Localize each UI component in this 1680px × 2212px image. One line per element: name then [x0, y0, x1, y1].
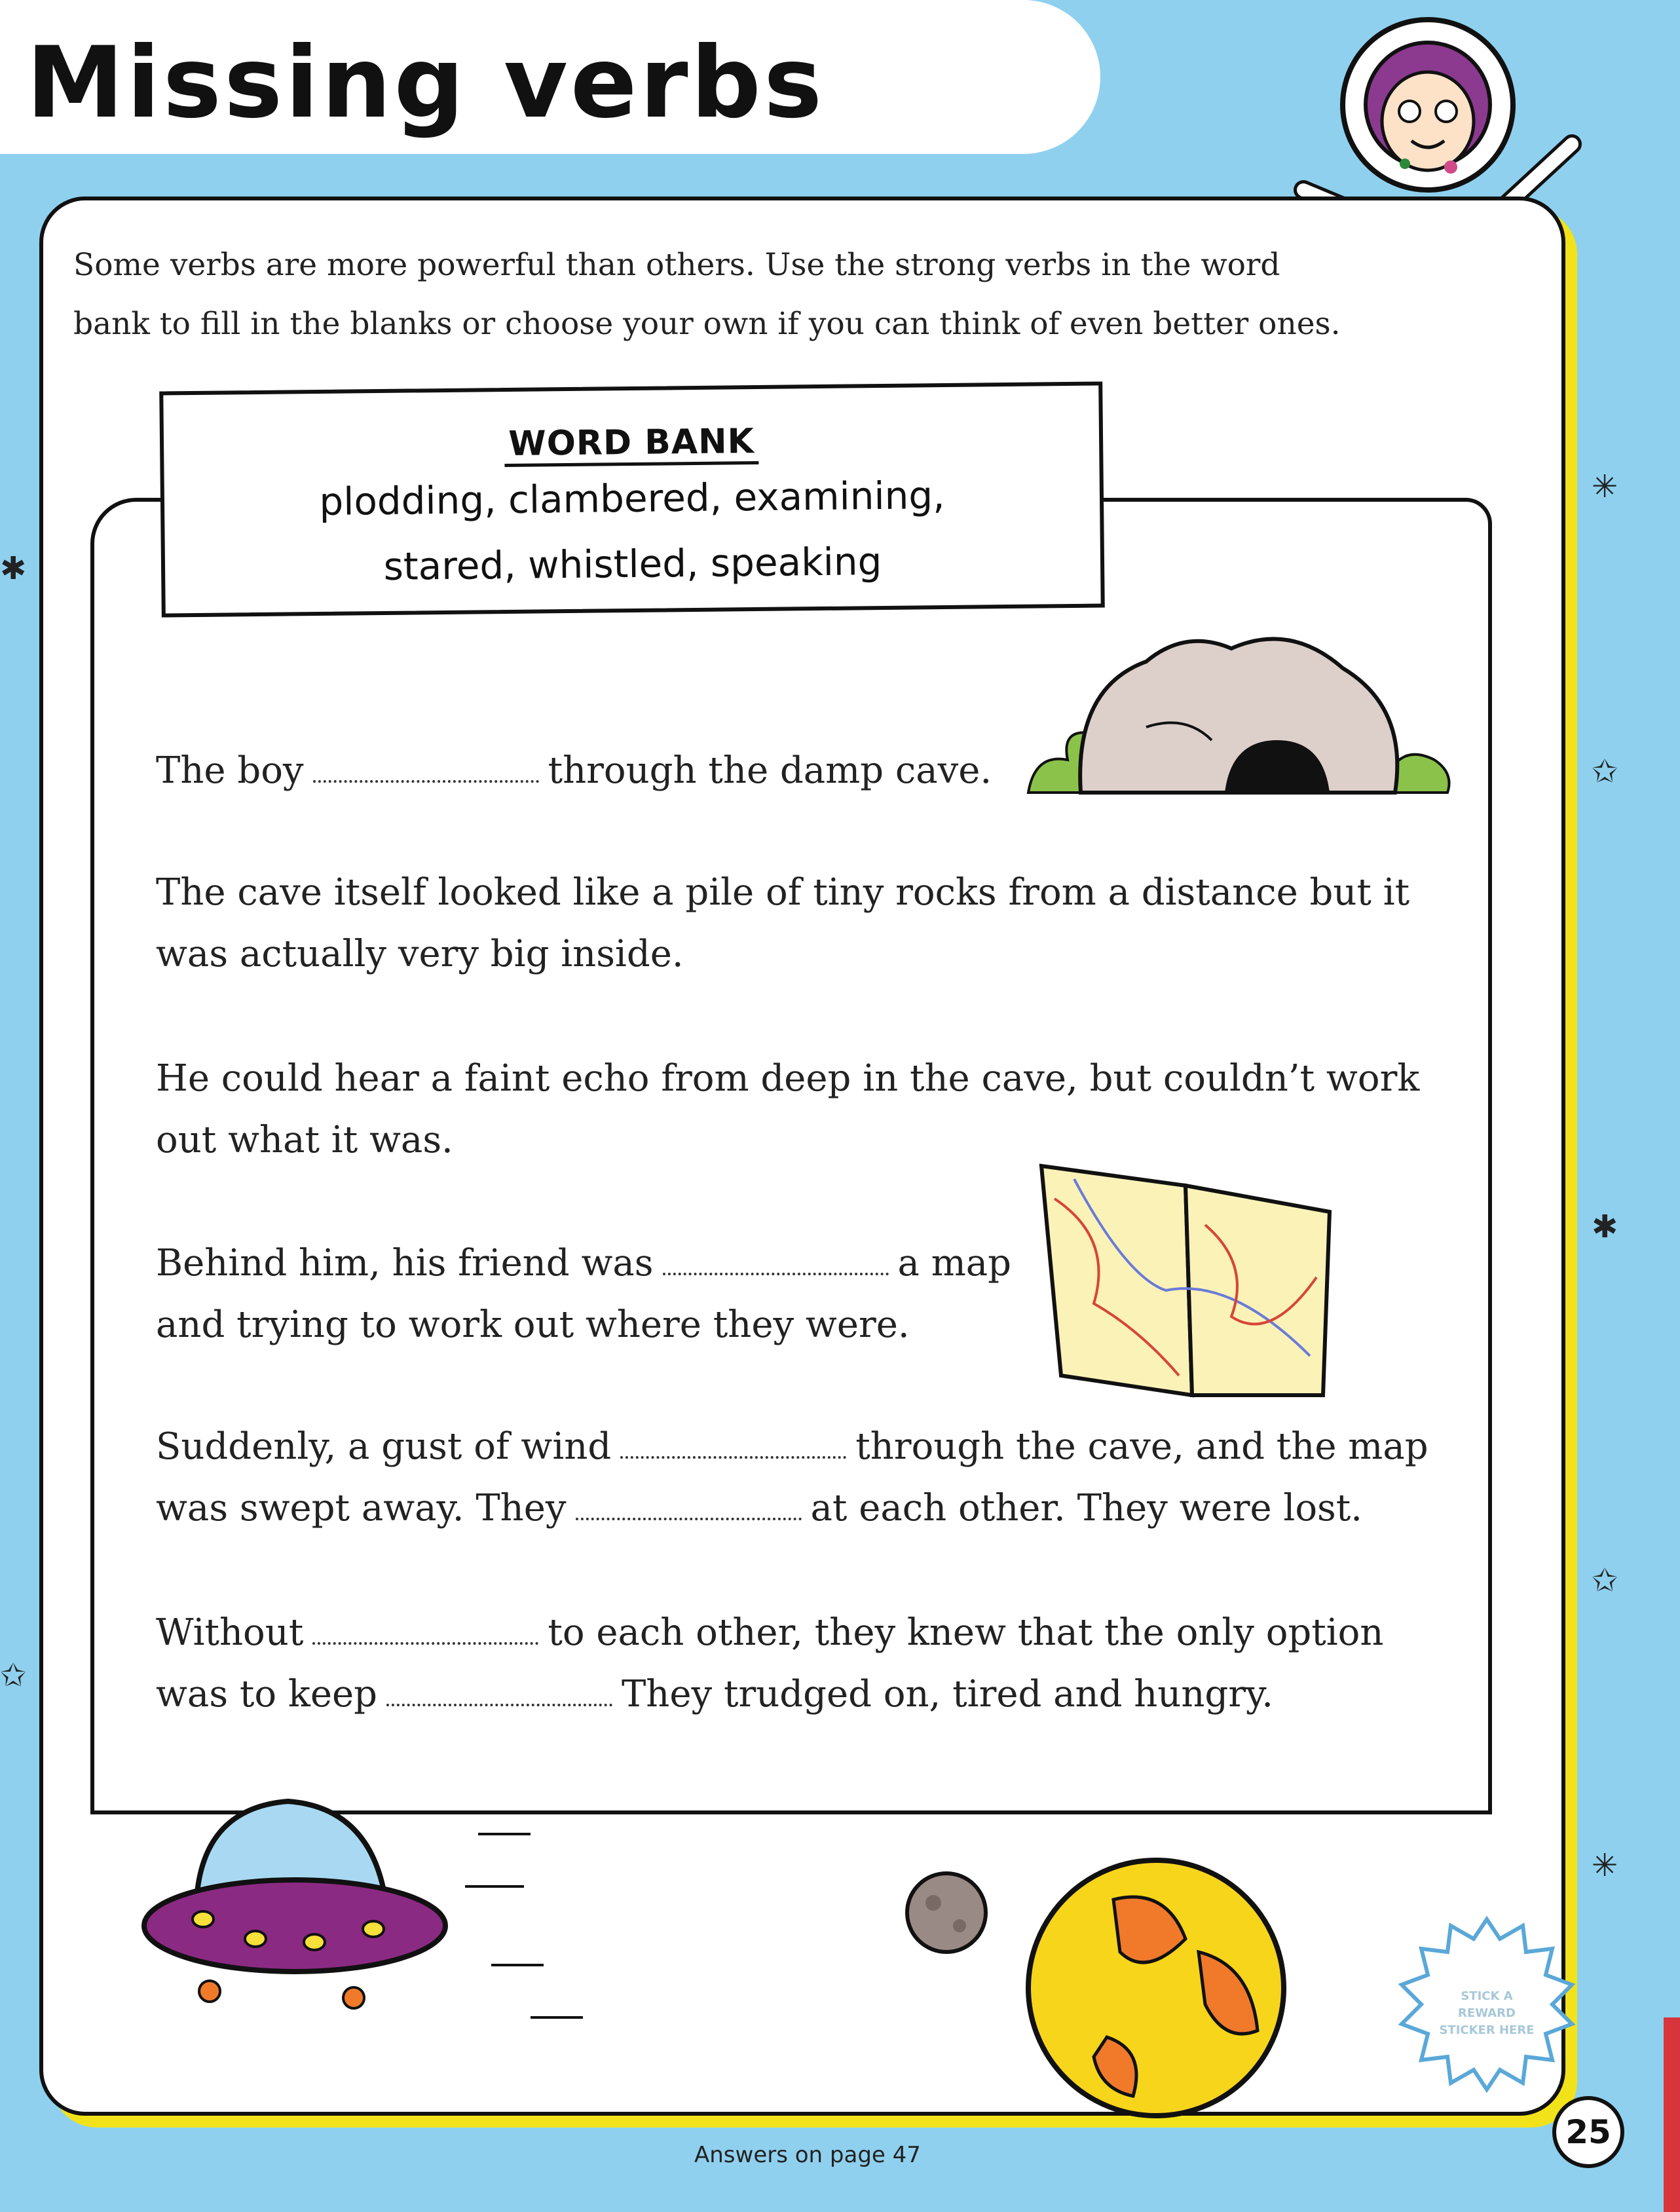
instructions-text: Some verbs are more powerful than others. Use the strong verbs in the word bank to fill in the blanks or choose your own if you can think of even better ones. — [73, 247, 1341, 342]
star-icon: ✳ — [1592, 1847, 1618, 1884]
answer-blank[interactable] — [386, 1691, 612, 1706]
star-icon: ✳ — [1592, 468, 1618, 505]
sentence-5 — [156, 1416, 1428, 1539]
sentence-text: The boy — [156, 749, 304, 792]
sentence-text: through the cave, and the map — [855, 1425, 1428, 1468]
answer-blank[interactable] — [576, 1505, 802, 1520]
sentence-text: was to keep — [156, 1673, 377, 1715]
sentence-text: and trying to work out where they were. — [156, 1303, 910, 1346]
sentence-text: to each other, they knew that the only option — [548, 1611, 1384, 1654]
sentence-text: was actually very big inside. — [156, 933, 684, 975]
star-icon: ✩ — [1592, 1562, 1618, 1599]
star-icon: ✱ — [0, 550, 27, 587]
word-bank — [159, 381, 1105, 617]
star-icon: ✩ — [0, 1657, 27, 1694]
word-bank-line: plodding, clambered, examining, — [319, 473, 945, 524]
word-bank-heading: WORD BANK — [504, 422, 758, 467]
sentence-text: The cave itself looked like a pile of tiny rocks from a distance but it — [156, 871, 1410, 914]
page-number: 25 — [1552, 2096, 1624, 2168]
sentence-text: at each other. They were lost. — [810, 1487, 1363, 1529]
sentence-text: was swept away. They — [156, 1487, 567, 1529]
sentence-1 — [156, 740, 992, 802]
word-bank-line: stared, whistled, speaking — [383, 539, 882, 589]
sticker-label: STICK A REWARD STICKER HERE — [1439, 1989, 1535, 2037]
sentence-text: Without — [156, 1611, 304, 1654]
answer-blank[interactable] — [663, 1260, 889, 1275]
moon-illustration — [897, 1860, 996, 1965]
sentence-4 — [156, 1233, 1011, 1356]
sentence-2 — [156, 862, 1409, 985]
answers-reference: Answers on page 47 — [694, 2142, 921, 2168]
planet-illustration — [1015, 1847, 1297, 2129]
star-icon: ✩ — [1592, 753, 1618, 790]
cave-illustration — [1015, 609, 1461, 806]
star-icon: ✱ — [1592, 1209, 1618, 1245]
answer-blank[interactable] — [313, 767, 539, 783]
ufo-illustration — [138, 1769, 609, 2044]
edge-strip — [1664, 2017, 1680, 2212]
sentence-text: a map — [897, 1242, 1012, 1284]
sentence-text: Suddenly, a gust of wind — [156, 1425, 612, 1468]
sentence-text: through the damp cave. — [548, 749, 992, 792]
sentence-text: They trudged on, tired and hungry. — [621, 1673, 1274, 1715]
map-illustration — [1035, 1159, 1336, 1408]
page-title: Missing verbs — [26, 26, 825, 140]
answer-blank[interactable] — [312, 1629, 538, 1645]
sentence-6 — [156, 1602, 1383, 1725]
sentence-3 — [156, 1048, 1419, 1171]
sentence-text: Behind him, his friend was — [156, 1242, 654, 1284]
sentence-text: out what it was. — [156, 1119, 453, 1161]
answer-blank[interactable] — [620, 1443, 846, 1459]
sentence-text: He could hear a faint echo from deep in the cave, but couldn’t work — [156, 1057, 1420, 1100]
